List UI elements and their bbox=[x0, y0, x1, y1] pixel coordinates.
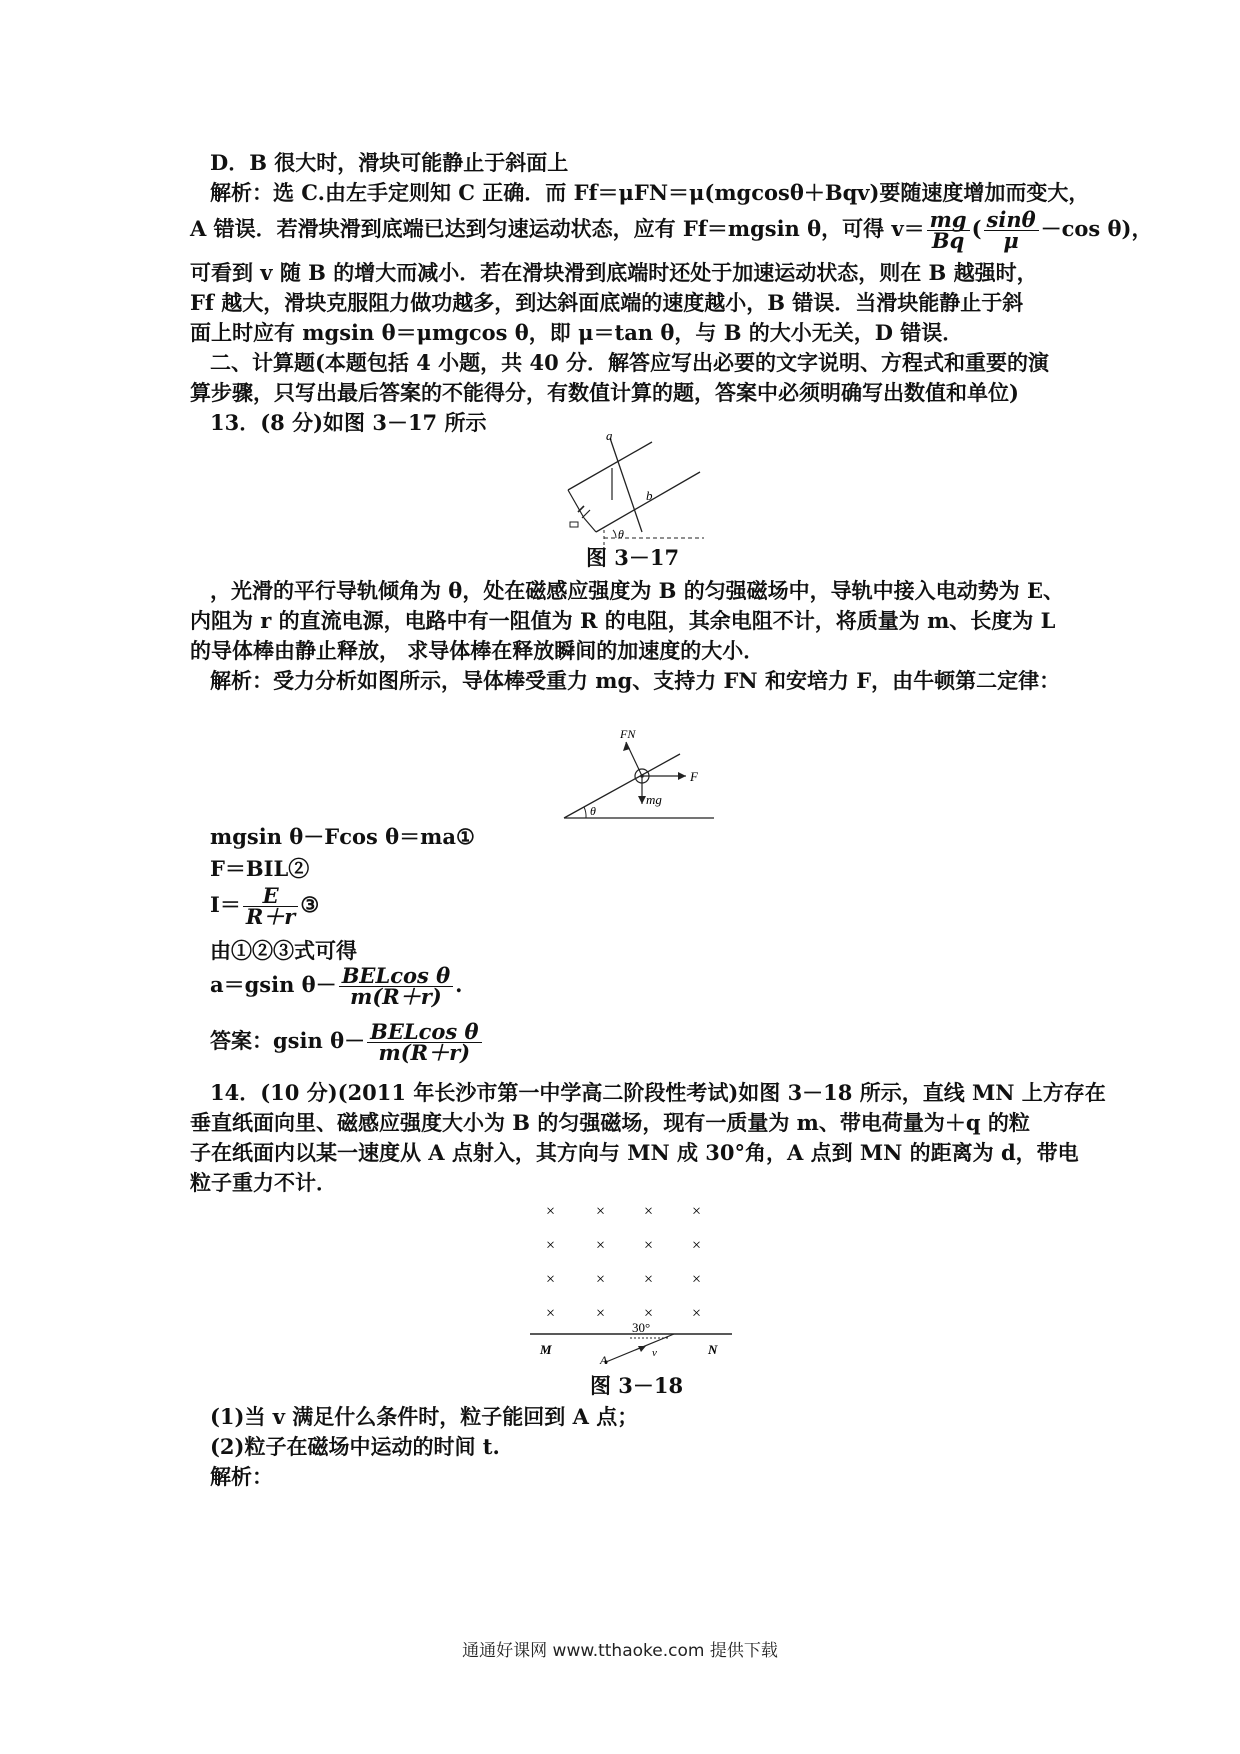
fraction-denominator: Bq bbox=[931, 228, 965, 253]
equation-3-lhs: I＝ bbox=[210, 892, 241, 917]
fraction-denominator: m(R＋r) bbox=[350, 984, 442, 1009]
fraction-numerator: mg bbox=[927, 210, 970, 231]
equation-5 bbox=[210, 963, 463, 1009]
q13-body-line2: 内阻为 r 的直流电源，电路中有一阻值为 R 的电阻，其余电阻不计，将质量为 m、长度为 L bbox=[190, 608, 1056, 633]
q14-sub1: (1)当 v 满足什么条件时，粒子能回到 A 点； bbox=[210, 1404, 639, 1429]
q12-analysis-line2-end: －cos θ)， bbox=[1040, 216, 1153, 241]
q12-option-d: D．B 很大时，滑块可能静止于斜面上 bbox=[210, 150, 569, 175]
q12-analysis-line2-text: A 错误．若滑块滑到底端已达到匀速运动状态，应有 Ff＝mgsin θ，可得 v＝ bbox=[190, 216, 925, 241]
field-cross-icon: × bbox=[644, 1237, 654, 1254]
figure-3-17-caption: 图 3－17 bbox=[586, 545, 680, 570]
q12-analysis-line2 bbox=[190, 207, 1153, 253]
field-cross-icon: × bbox=[692, 1305, 702, 1322]
field-cross-icon: × bbox=[644, 1305, 654, 1322]
field-cross-icon: × bbox=[546, 1305, 556, 1322]
q14-line4: 粒子重力不计． bbox=[190, 1170, 337, 1195]
label-theta: θ bbox=[590, 804, 596, 818]
label-mg: mg bbox=[646, 792, 662, 807]
field-cross-icon: × bbox=[546, 1271, 556, 1288]
figure-3-18-magnetic-field bbox=[520, 1196, 740, 1366]
label-angle: 30° bbox=[632, 1320, 651, 1335]
q13-body-line3: 的导体棒由静止释放， 求导体棒在释放瞬间的加速度的大小． bbox=[190, 638, 765, 663]
figure-3-17-rails-diagram bbox=[540, 430, 720, 550]
q12-analysis-line3: 可看到 v 随 B 的增大而减小．若在滑块滑到底端时还处于加速运动状态，则在 B 越强时， bbox=[190, 260, 1038, 285]
figure-3-18-caption: 图 3－18 bbox=[590, 1373, 684, 1398]
equation-3-tag: ③ bbox=[300, 892, 320, 917]
q13-answer bbox=[210, 1019, 484, 1065]
field-cross-icon: × bbox=[596, 1271, 606, 1288]
equation-2: F＝BIL② bbox=[210, 856, 310, 881]
q13-header: 13．(8 分)如图 3－17 所示 bbox=[210, 410, 487, 435]
q12-analysis-line5: 面上时应有 mgsin θ＝μmgcos θ，即 μ＝tan θ，与 B 的大小无关，D 错误． bbox=[190, 320, 964, 345]
label-b: b bbox=[646, 488, 653, 503]
fraction-numerator: BELcos θ bbox=[339, 966, 453, 987]
fraction-numerator: E bbox=[243, 886, 299, 907]
answer-fraction bbox=[367, 1019, 481, 1065]
equation-5-lhs: a＝gsin θ－ bbox=[210, 972, 337, 997]
paren-open: ( bbox=[971, 216, 982, 241]
fraction-mg-over-bq bbox=[927, 207, 970, 253]
field-cross-icon: × bbox=[546, 1203, 556, 1220]
label-f: F bbox=[690, 769, 698, 784]
field-cross-icon: × bbox=[692, 1237, 702, 1254]
fraction-e-over-r bbox=[243, 883, 299, 929]
field-cross-icon: × bbox=[692, 1271, 702, 1288]
field-cross-icon: × bbox=[596, 1203, 606, 1220]
q14-line3: 子在纸面内以某一速度从 A 点射入，其方向与 MN 成 30°角，A 点到 MN 的距离为 d，带电 bbox=[190, 1140, 1079, 1165]
footer: 通通好课网 www.tthaoke.com 提供下载 bbox=[462, 1641, 778, 1661]
q13-body-line1: ，光滑的平行导轨倾角为 θ，处在磁感应强度为 B 的匀强磁场中，导轨中接入电动势为 E、 bbox=[210, 578, 1065, 603]
fraction-denominator: μ bbox=[1003, 228, 1019, 253]
q12-analysis-line1: 解析：选 C.由左手定则知 C 正确．而 Ff＝μFN＝μ(mgcosθ＋Bqv)要随速度增加而变大， bbox=[210, 180, 1090, 205]
section2-heading-line1: 二、计算题(本题包括 4 小题，共 40 分．解答应写出必要的文字说明、方程式和重要的演 bbox=[210, 350, 1050, 375]
fraction-sin-over-mu bbox=[984, 207, 1039, 253]
q12-analysis-line4: Ff 越大，滑块克服阻力做功越多，到达斜面底端的速度越小，B 错误．当滑块能静止于斜 bbox=[190, 290, 1024, 315]
fraction-bel-over-mr bbox=[339, 963, 453, 1009]
fraction-numerator: sinθ bbox=[984, 210, 1039, 231]
label-n: N bbox=[708, 1342, 718, 1357]
fraction-numerator: BELcos θ bbox=[367, 1022, 481, 1043]
q14-sub2: (2)粒子在磁场中运动的时间 t. bbox=[210, 1434, 500, 1459]
field-cross-icon: × bbox=[596, 1237, 606, 1254]
equation-5-end: . bbox=[455, 972, 463, 997]
force-analysis-diagram bbox=[560, 698, 720, 824]
q14-line1: 14．(10 分)(2011 年长沙市第一中学高二阶段性考试)如图 3－18 所示，直线 MN 上方存在 bbox=[210, 1080, 1106, 1105]
label-fn: FN bbox=[620, 727, 636, 741]
field-cross-icon: × bbox=[644, 1203, 654, 1220]
label-a: A bbox=[600, 1353, 608, 1366]
field-cross-icon: × bbox=[546, 1237, 556, 1254]
equation-1: mgsin θ－Fcos θ＝ma① bbox=[210, 824, 475, 849]
answer-lhs: 答案：gsin θ－ bbox=[210, 1028, 366, 1053]
equation-3 bbox=[210, 883, 320, 929]
fraction-denominator: m(R＋r) bbox=[378, 1040, 471, 1065]
field-cross-icon: × bbox=[644, 1271, 654, 1288]
label-a: a bbox=[606, 430, 613, 443]
q14-analysis: 解析： bbox=[210, 1464, 273, 1489]
q14-line2: 垂直纸面向里、磁感应强度大小为 B 的匀强磁场，现有一质量为 m、带电荷量为＋q 的粒 bbox=[190, 1110, 1030, 1135]
label-theta: θ bbox=[618, 527, 624, 541]
equation-4: 由①②③式可得 bbox=[210, 938, 357, 963]
q13-analysis: 解析：受力分析如图所示，导体棒受重力 mg、支持力 FN 和安培力 F，由牛顿第二定律： bbox=[210, 668, 1061, 693]
field-cross-icon: × bbox=[596, 1305, 606, 1322]
label-m: M bbox=[540, 1342, 552, 1357]
section2-heading-line2: 算步骤，只写出最后答案的不能得分，有数值计算的题，答案中必须明确写出数值和单位) bbox=[190, 380, 1019, 405]
label-v: v bbox=[652, 1347, 657, 1359]
fraction-denominator: R＋r bbox=[245, 904, 296, 929]
field-cross-icon: × bbox=[692, 1203, 702, 1220]
